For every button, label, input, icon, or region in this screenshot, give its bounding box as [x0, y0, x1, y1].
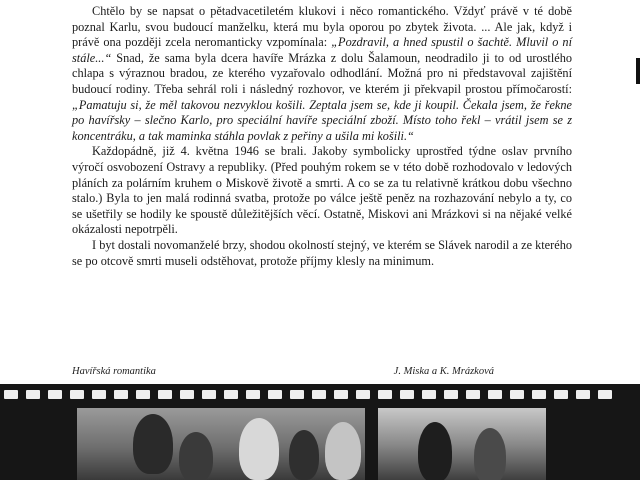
body-text: Chtělo by se napsat o pětadvacetiletém klukovi i něco romantického. Vždyť právě v té době poznal Karlu, svou budoucí manželku, která mu byla oporou po zbytek života. ... Ale jak, když i právě ona později zcela neromanticky vzpomínala: — [72, 4, 572, 50]
paragraph — [72, 144, 572, 238]
photo-group-miners — [77, 408, 365, 480]
paragraph — [72, 4, 572, 144]
person-silhouette — [474, 428, 506, 480]
body-text: Snad, že sama byla dcera havíře Mrázka z dolu Šalamoun, neodradilo ji to od urostlého chlapa s výraznou bradou, ze kterého vyzařovalo odhodlání. Možná pro ni představoval zajištění budoucí rodiny. Třeba sehrál roli i následný rozhovor, ve kterém ji překvapil prostou přímočarostí: — [72, 50, 572, 96]
perforation-hole — [246, 390, 260, 399]
perforation-hole — [312, 390, 326, 399]
perforation-hole — [70, 390, 84, 399]
perforation-hole — [532, 390, 546, 399]
person-silhouette — [179, 432, 213, 480]
quote-text: „Pozdravil, a hned spustil o šachtě. Mluvil o ní stále...“ — [72, 35, 572, 65]
perforation-hole — [158, 390, 172, 399]
perforation-hole — [576, 390, 590, 399]
perforation-hole — [356, 390, 370, 399]
person-silhouette — [239, 418, 279, 480]
quote-text: „Pamatuju si, že měl takovou nezvyklou košili. Zeptala jsem se, kde ji koupil. Čekala jsem, že řekne po havířsky – slečno Karlo, pro speciální havíře speciální zboží. Místo toho řekl – vrátil jsem se z koncentráku, a tak maminka stáhla povlak z peřiny a ušila mi košili.“ — [72, 97, 572, 143]
paragraph — [72, 238, 572, 269]
perforation-hole — [422, 390, 436, 399]
perforation-hole — [26, 390, 40, 399]
perforation-hole — [48, 390, 62, 399]
caption-right: J. Miska a K. Mrázková — [393, 366, 494, 377]
perforation-hole — [598, 390, 612, 399]
person-silhouette — [289, 430, 319, 480]
person-silhouette — [325, 422, 361, 480]
film-perforations — [0, 390, 640, 400]
person-silhouette — [418, 422, 452, 480]
perforation-hole — [268, 390, 282, 399]
perforation-hole — [334, 390, 348, 399]
perforation-hole — [202, 390, 216, 399]
perforation-hole — [444, 390, 458, 399]
perforation-hole — [466, 390, 480, 399]
article-body — [72, 0, 572, 269]
photo-couple — [378, 408, 546, 480]
perforation-hole — [510, 390, 524, 399]
body-text: I byt dostali novomanželé brzy, shodou okolností stejný, ve kterém se Slávek narodil a ze kterého se po otcově smrti museli odstěhovat, protože příjmy klesly na minimum. — [72, 237, 572, 268]
perforation-hole — [180, 390, 194, 399]
perforation-hole — [224, 390, 238, 399]
perforation-hole — [488, 390, 502, 399]
perforation-hole — [136, 390, 150, 399]
perforation-hole — [114, 390, 128, 399]
film-strip — [0, 384, 640, 480]
perforation-hole — [554, 390, 568, 399]
perforation-hole — [92, 390, 106, 399]
caption-left: Havířská romantika — [72, 366, 156, 377]
body-text: Každopádně, již 4. května 1946 se brali. Jakoby symbolicky uprostřed týdne oslav prvního výročí osvobození Ostravy a republiky. (Před pouhým rokem se v této době rozhodovalo v ledových pláních za polárním kruhem o Miskově životě a smrti. A co se za tu relativně krátkou dobu všechno stalo.) Byla to jen malá rodinná svatba, protože po válce ještě peněz na rozhazování nebylo a ty, co se ušetřily se hodily ke spoustě důležitějších věcí. Ostatně, Miskovi ani Mrázkovi si na nějaké velké okázalosti nepotrpěli. — [72, 144, 572, 237]
person-silhouette — [133, 414, 173, 474]
page-edge-marker — [636, 58, 640, 84]
perforation-hole — [290, 390, 304, 399]
photo-caption-row — [72, 366, 494, 377]
perforation-hole — [400, 390, 414, 399]
perforation-hole — [4, 390, 18, 399]
perforation-hole — [378, 390, 392, 399]
